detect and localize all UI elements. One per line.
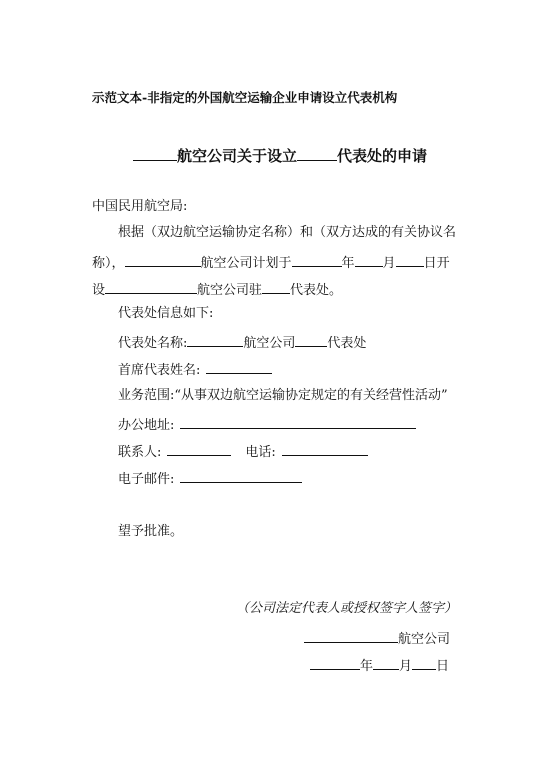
blank-contact bbox=[167, 443, 231, 456]
office-name-label: 代表处名称: bbox=[118, 336, 188, 351]
body-line-2a: 称）， bbox=[92, 256, 125, 271]
title-part1: 航空公司关于设立 bbox=[177, 147, 298, 165]
signature-date-row bbox=[310, 657, 449, 675]
business-scope: 业务范围:“从事双边航空运输协定规定的有关经营性活动” bbox=[118, 388, 448, 403]
blank-chief-rep-name bbox=[206, 361, 272, 374]
blank-station bbox=[262, 281, 290, 294]
blank-office-location bbox=[295, 334, 327, 347]
address-label: 办公地址: bbox=[118, 418, 175, 433]
contact-row bbox=[118, 443, 368, 461]
blank-sign-year bbox=[310, 657, 360, 670]
chief-rep-row bbox=[118, 361, 272, 379]
title-blank-location bbox=[297, 148, 337, 161]
email-label: 电子邮件: bbox=[118, 472, 175, 487]
body-line-3a: 设 bbox=[92, 283, 106, 298]
blank-phone bbox=[282, 443, 368, 456]
body-line-1: 根据（双边航空运输协定名称）和（双方达成的有关协议名 bbox=[118, 225, 457, 240]
info-heading: 代表处信息如下: bbox=[118, 306, 214, 321]
blank-address bbox=[180, 416, 416, 429]
blank-airline-name bbox=[125, 254, 201, 267]
blank-year bbox=[292, 254, 342, 267]
body-line-2b: 航空公司计划于 bbox=[200, 256, 292, 271]
blank-sign-day bbox=[412, 657, 436, 670]
body-line-3c: 代表处。 bbox=[290, 283, 343, 298]
body-line-3b: 航空公司驻 bbox=[197, 283, 263, 298]
body-line-2 bbox=[92, 254, 450, 272]
sign-month-label: 月 bbox=[399, 659, 413, 674]
body-line-3 bbox=[92, 281, 342, 299]
office-name-mid: 航空公司 bbox=[243, 336, 296, 351]
body-line-2c: 年 bbox=[341, 256, 355, 271]
blank-month bbox=[355, 254, 383, 267]
body-line-2e: 日开 bbox=[423, 256, 450, 271]
title-part2: 代表处的申请 bbox=[337, 147, 428, 165]
title-blank-airline bbox=[133, 148, 177, 161]
chief-rep-label: 首席代表姓名: bbox=[118, 363, 201, 378]
blank-company-name bbox=[304, 630, 398, 643]
office-name-row bbox=[118, 334, 366, 352]
blank-sign-month bbox=[373, 657, 399, 670]
signature-note: （公司法定代表人或授权签字人签字） bbox=[236, 601, 458, 616]
signature-company: 航空公司 bbox=[398, 632, 451, 647]
blank-office-airline bbox=[187, 334, 243, 347]
blank-email bbox=[180, 470, 302, 483]
sign-day-label: 日 bbox=[436, 659, 450, 674]
closing-request: 望予批准。 bbox=[118, 524, 184, 539]
email-row bbox=[118, 470, 302, 488]
document-header: 示范文本-非指定的外国航空运输企业申请设立代表机构 bbox=[92, 90, 398, 105]
addressee: 中国民用航空局: bbox=[92, 199, 188, 214]
document-title bbox=[133, 147, 427, 165]
body-line-2d: 月 bbox=[382, 256, 396, 271]
phone-label: 电话: bbox=[245, 445, 276, 460]
blank-day bbox=[396, 254, 424, 267]
blank-airline-name-2 bbox=[105, 281, 197, 294]
signature-company-row bbox=[304, 630, 450, 648]
address-row bbox=[118, 416, 416, 434]
office-name-end: 代表处 bbox=[327, 336, 367, 351]
contact-label: 联系人: bbox=[118, 445, 162, 460]
sign-year-label: 年 bbox=[360, 659, 374, 674]
